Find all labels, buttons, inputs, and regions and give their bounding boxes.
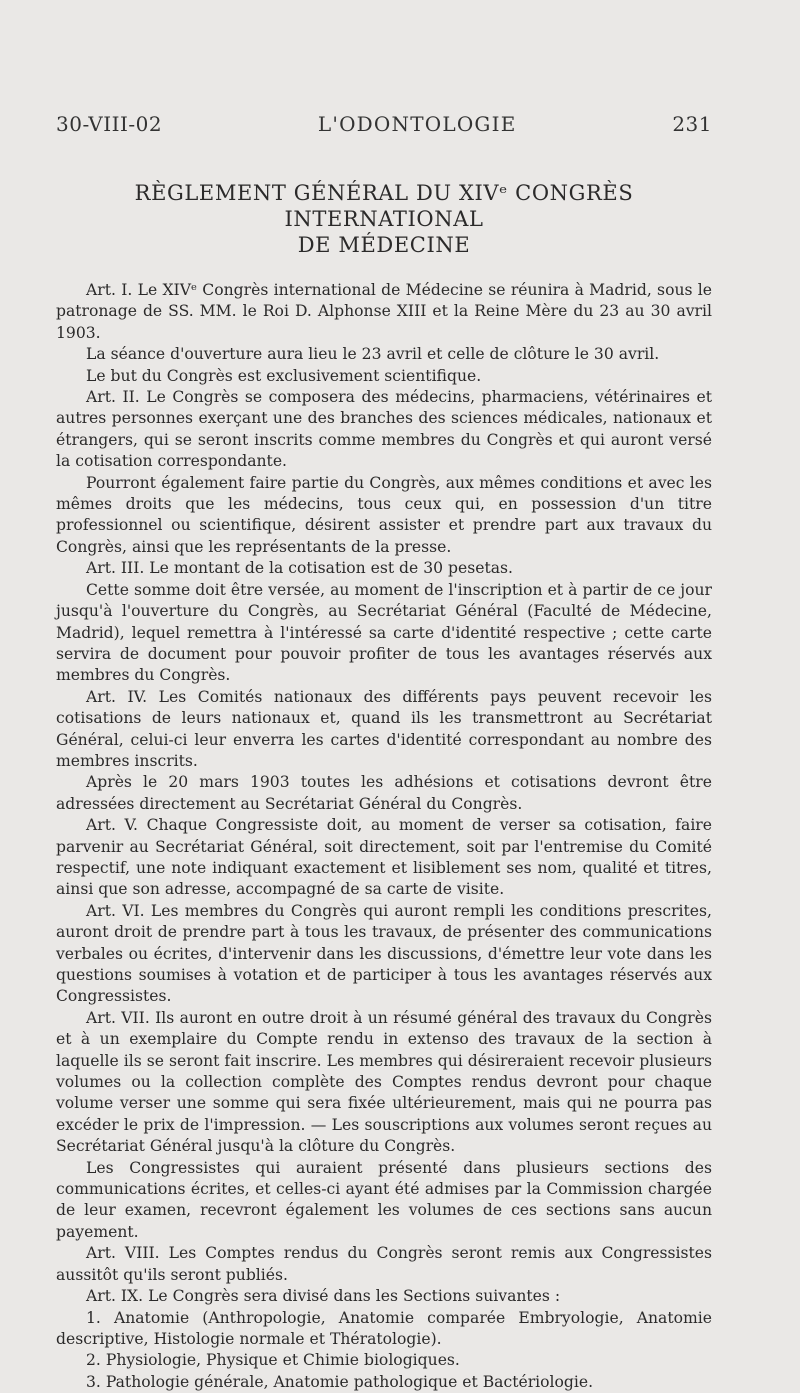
paragraph-art-5: Art. V. Chaque Congressiste doit, au moment de verser sa cotisation, faire parvenir au Secrétariat Général, soit directement, soit par l'entremise du Comité respectif, une note indiquant exactement et lisiblement ses nom, qualité et titres, ainsi que son adresse, accompagné de sa carte de visite. [56,816,712,899]
journal-title: L'ODONTOLOGIE [317,112,517,136]
section-list-item: 3. Pathologie générale, Anatomie pathologique et Bactériologie. [86,1372,594,1391]
paragraph-art-1: Art. I. Le XIVᵉ Congrès international de Médecine se réunira à Madrid, sous le patronage de SS. MM. le Roi D. Alphonse XIII et la Reine Mère du 23 au 30 avril 1903. [56,281,712,342]
issue-date: 30-VIII-02 [56,112,163,136]
paragraph-communications: Les Congressistes qui auraient présenté dans plusieurs sections des communications écrites, et celles-ci ayant été admises par la Commission chargée de leur examen, recevront également les volumes de ces sections sans aucun payement. [56,1158,712,1241]
article-body [56,280,712,1393]
paragraph-eligibility: Pourront également faire partie du Congrès, aux mêmes conditions et avec les mêmes droits que les médecins, tous ceux qui, en possession d'un titre professionnel ou scientifique, désirent assister et prendre part aux travaux du Congrès, ainsi que les représentants de la presse. [56,473,712,556]
article-title [56,180,712,258]
page-number: 231 [672,112,712,136]
article-title-line-1: RÈGLEMENT GÉNÉRAL DU XIVᵉ CONGRÈS INTERNATIONAL [134,181,634,231]
running-header [56,112,712,136]
paragraph-art-8: Art. VIII. Les Comptes rendus du Congrès seront remis aux Congressistes aussitôt qu'ils seront publiés. [56,1244,712,1284]
section-list-item: 1. Anatomie (Anthropologie, Anatomie comparée Embryologie, Anatomie descriptive, Histologie normale et Thératologie). [56,1308,712,1348]
paragraph-opening-session: La séance d'ouverture aura lieu le 23 avril et celle de clôture le 30 avril. [86,345,660,364]
paragraph-art-9: Art. IX. Le Congrès sera divisé dans les Sections suivantes : [86,1287,561,1306]
paragraph-purpose: Le but du Congrès est exclusivement scientifique. [86,366,482,385]
section-list-item: 2. Physiologie, Physique et Chimie biologiques. [86,1351,460,1370]
paragraph-deadline: Après le 20 mars 1903 toutes les adhésions et cotisations devront être adressées directement au Secrétariat Général du Congrès. [56,773,712,813]
article-title-line-2: DE MÉDECINE [297,233,471,257]
paragraph-art-2: Art. II. Le Congrès se composera des médecins, pharmaciens, vétérinaires et autres personnes exerçant une des branches des sciences médicales, nationaux et étrangers, qui se seront inscrits comme membres du Congrès et qui auront versé la cotisation correspondante. [56,388,712,471]
paragraph-payment: Cette somme doit être versée, au moment de l'inscription et à partir de ce jour jusqu'à l'ouverture du Congrès, au Secrétariat Général (Faculté de Médecine, Madrid), lequel remettra à l'intéressé sa carte d'identité respective ; cette carte servira de document pour pouvoir profiter de tous les avantages réservés aux membres du Congrès. [56,580,712,685]
paragraph-art-6: Art. VI. Les membres du Congrès qui auront rempli les conditions prescrites, auront droit de prendre part à tous les travaux, de présenter des communications verbales ou écrites, d'intervenir dans les discussions, d'émettre leur vote dans les questions soumises à votation et de participer à tous les avantages réservés aux Congressistes. [56,901,712,1006]
paragraph-art-3: Art. III. Le montant de la cotisation est de 30 pesetas. [86,559,513,578]
paragraph-art-7: Art. VII. Ils auront en outre droit à un résumé général des travaux du Congrès et à un exemplaire du Compte rendu in extenso des travaux de la section à laquelle ils se seront fait inscrire. Les membres qui désireraient recevoir plusieurs volumes ou la collection complète des Comptes rendus devront pour chaque volume verser une somme qui sera fixée ultérieurement, mais qui ne pourra pas excéder le prix de l'impression. — Les souscriptions aux volumes seront reçues au Secrétariat Général jusqu'à la clôture du Congrès. [56,1008,712,1156]
paragraph-art-4: Art. IV. Les Comités nationaux des différents pays peuvent recevoir les cotisations de leurs nationaux et, quand ils les transmettront au Secrétariat Général, celui-ci leur enverra les cartes d'identité correspondant au nombre des membres inscrits. [56,687,712,770]
